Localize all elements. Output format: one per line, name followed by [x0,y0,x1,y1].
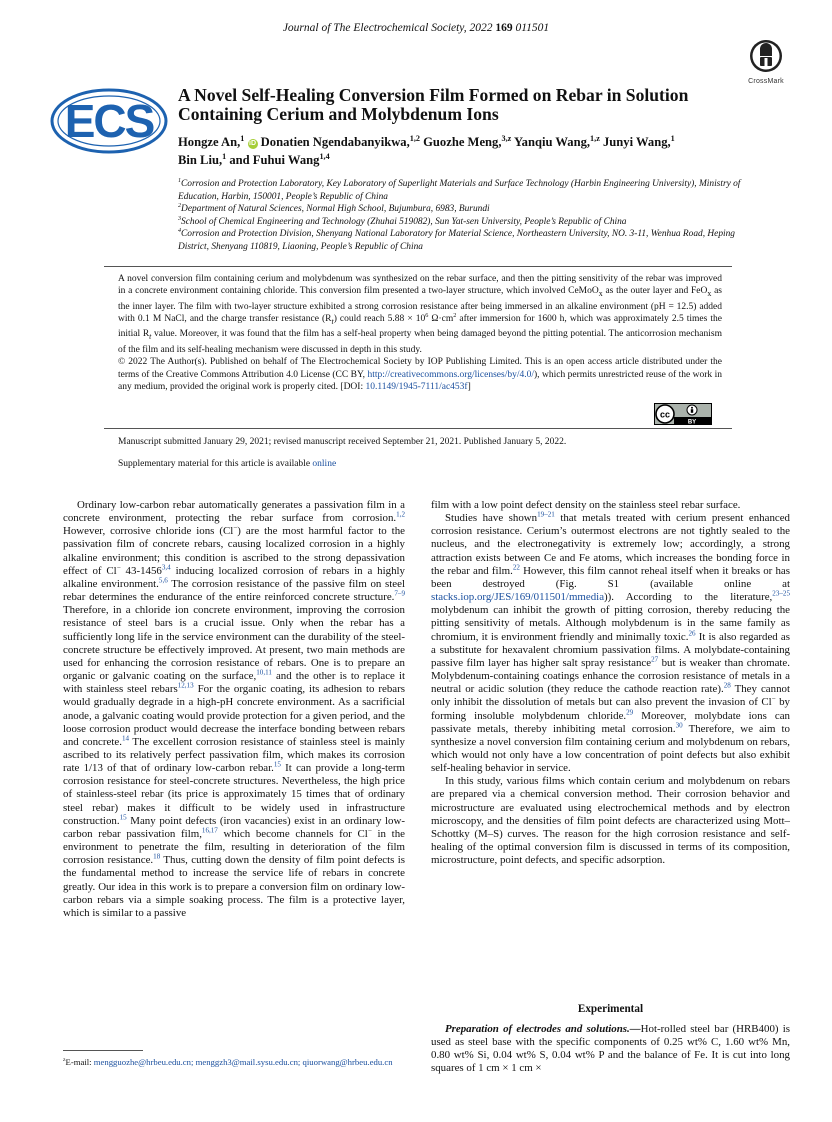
abstract [118,273,722,393]
citation-ref[interactable]: 7–9 [394,589,405,598]
supplementary-note: Supplementary material for this article is available online [118,459,337,469]
email-links[interactable]: mengguozhe@hrbeu.edu.cn; menggzh3@mail.sysu.edu.cn; qiuorwang@hrbeu.edu.cn [93,1057,393,1067]
journal-name: Journal of The Electrochemical Society [282,22,464,34]
author-affil-ref: 1 [222,151,227,161]
citation-ref[interactable]: 12,13 [177,681,194,690]
body-column-right [431,499,790,867]
citation-ref[interactable]: 15 [119,813,127,822]
orcid-icon[interactable]: iD [249,140,257,147]
citation-ref[interactable]: 26 [688,628,696,637]
citation-ref[interactable]: 23–25 [772,589,790,598]
footnote-rule [63,1050,143,1051]
copyright-notice: © 2022 The Author(s). Published on behalf of The Electrochemical Society by IOP Publishing Limited. This is an open access article distributed under the terms of the Creative Commons Attribution 4.0 License (CC BY, http://creativecommons.org/licenses/by/4.0/), which permits unrestricted reuse of the work in any medium, provided the original work is properly cited. [DOI: 10.1149/1945-7111/ac453f] [118,357,722,392]
author-affil-ref: 3,z [501,133,512,143]
affiliation-text: Corrosion and Protection Laboratory, Key Laboratory of Superlight Materials and Surface Technology (Harbin Engineering University), Ministry of Education, Harbin, 150001, People’s Republic of China [178,179,741,202]
citation-ref[interactable]: 30 [675,721,683,730]
author-affil-ref: 1,z [590,133,600,143]
journal-sep: , [463,22,470,34]
affiliation-number: 4 [178,228,182,235]
affiliations [178,178,768,254]
doi-link[interactable]: 10.1149/1945-7111/ac453f [365,381,468,392]
manuscript-dates: Manuscript submitted January 29, 2021; revised manuscript received September 21, 2021. Published January 5, 2022. [118,437,567,447]
citation-ref[interactable]: 3,4 [161,563,171,572]
supplementary-url[interactable]: stacks.iop.org/JES/169/011501/mmedia [431,591,605,604]
body-paragraph: Ordinary low-carbon rebar automatically generates a passivation film in a concrete environment, protecting the rebar surface from corrosion.$^{1,2}$ However, corrosive chloride ions (Cl−) are the most harmful factor to the passivation film of concrete rebars, causing localized corrosion in a highly alkaline environment; this condition is ascribed to the strong depassivation effect of Cl− 43-1456$^{3,4}$ inducing localized corrosion of rebars in a highly alkaline environment.$^{5,6}$ The corrosion resistance of the passive film on steel rebar determines the endurance of the entire reinforced concrete structure.$^{7-9}$ Therefore, in a chloride ion concrete environment, improving the corrosion resistance of steel bars is a crucial issue. Only when the rebar has a sufficiently long life in the service environment can the durability of the steel-concrete structure be effectively improved. At present, two main methods are used for enhancing the corrosion resistance of rebars. One is to prepare an organic or galvanic coating on the surface,$^{10,11}$ and the other is to replace it with stainless steel rebars$^{12,13}$ For the organic coating, its adhesion to rebars would gradually degrade in a high-pH concrete environment. As a sacrificial anode, a galvanic coating would provide protection for a given period, and the loose corrosion product would decrease the interface bonding between rebars and concrete.$^{14}$ The excellent corrosion resistance of stainless steel is mainly ascribed to its relatively perfect passivation film, which makes its corrosion rate 1/13 of that of ordinary low-carbon rebar.$^{15}$ It can provide a long-term corrosion resistance for steel-concrete structures. Nevertheless, the high price of stainless-steel rebar (its price is approximately 15 times that of ordinary steel rebar) makes it difficult to be widely used in infrastructure construction.$^{15}$ Many point defects (iron vacancies) exist in an ordinary low-carbon rebar passivation film,$^{16,17}$ which become channels for Cl− in the environment to penetrate the film, resulting in deterioration of the film corrosion resistance.$^{18}$ Thus, cutting down the density of film point defects is the fundamental method to increase the service life of rebars in concrete greatly. Our idea in this work is to prepare a conversion film on ordinary low-carbon rebars via a simple soaking process. The film is a protective layer, which is similar to a passive [63,499,405,919]
citation-ref[interactable]: 16,17 [201,826,218,835]
ecs-logo-text: ECS [64,95,154,147]
author[interactable]: Donatien Ngendabanyikwa, [257,135,410,149]
affiliation-number: 1 [178,177,182,184]
author-affil-ref: 1,4 [319,151,330,161]
section-heading: Experimental [577,1003,644,1015]
affiliation [178,228,768,253]
affiliation-number: 2 [178,203,182,210]
cc-by-badge[interactable] [654,403,712,430]
citation-ref[interactable]: 5,6 [158,576,168,585]
abstract-text: A novel conversion film containing cerium and molybdenum was synthesized on the rebar surface, and then the pitting sensitivity of the rebar was improved in a concrete environment containing chloride. This conversion film presented a two-layer structure, which involved CeMoO$_x$ as the outer layer and FeO$_x$ as the inner layer. The film with two-layer structure exhibited a strong corrosion resistance after being immersed in an alkaline environment (pH = 12.5) added with 0.1 M NaCl, and the charge transfer resistance $(R_t)$ could reach $5.88 \times 10^6$ $\Omega\cdot cm^2$ after immersion for 1600 h, which was approximately 2.5 times the initial $R_t$ value. Moreover, it was found that the film has a self-heal property when being damaged beyond the pitting potential. The anticorrosion mechanism of the film and its self-healing mechanism were discussed in depth in this study. [118,274,722,355]
abstract-top-rule [104,266,732,267]
citation-ref[interactable]: 18 [153,852,161,861]
experimental-paragraph: Preparation of electrodes and solutions.—Hot-rolled steel bar (HRB400) is used as steel base with the specific components of 0.25 wt% C, 1.60 wt% Mn, 0.80 wt% Si, 0.04 wt% S, 0.04 wt% P and the balance of Fe. It is cut into long squares of 1 cm × 1 cm × [431,1023,790,1075]
citation-ref[interactable]: 27 [651,655,659,664]
journal-article: 011501 [515,22,550,34]
affiliation-text: School of Chemical Engineering and Technology (Zhuhai 519082), Sun Yat-sen University, People’s Republic of China [181,216,627,227]
citation-ref[interactable]: 10,11 [256,668,272,677]
body-column-left [63,499,405,920]
ecs-logo [50,88,168,159]
supplementary-link[interactable]: online [312,459,337,469]
author[interactable]: and Fuhui Wang [226,153,320,167]
affiliation-text: Corrosion and Protection Division, Shenyang National Laboratory for Material Science, Northeastern University, NO. 3-11, Wenhua Road, Heping District, Shenyang 110819, Liaoning, People’s Republic of China [178,229,735,252]
citation-ref[interactable]: 28 [723,681,731,690]
article-title: A Novel Self-Healing Conversion Film Formed on Rebar in Solution Containing Cerium and Molybdenum Ions [178,85,689,124]
by-label: BY [687,419,697,425]
author-affil-ref: 1,2 [409,133,420,143]
author-affil-ref: 1 [240,133,245,143]
citation-ref[interactable]: 1,2 [396,510,405,519]
author-affil-ref: 1 [670,133,675,143]
author[interactable]: Bin Liu, [178,153,223,167]
author-list [178,133,768,169]
body-paragraph: film with a low point defect density on the stainless steel rebar surface. [431,499,741,511]
author[interactable]: Junyi Wang, [599,135,671,149]
citation-ref[interactable]: 19–21 [537,510,555,519]
crossmark-icon [749,39,783,73]
author[interactable]: Hongze An, [178,135,241,149]
affiliation-text: Department of Natural Sciences, Normal High School, Bujumbura, 6983, Burundi [181,204,490,215]
citation-ref[interactable]: 29 [626,707,634,716]
license-link[interactable]: http://creativecommons.org/licenses/by/4.0/ [367,369,535,380]
journal-volume: 169 [495,22,513,34]
citation-ref[interactable]: 14 [121,734,130,743]
crossmark-label: CrossMark [748,78,784,85]
citation-ref[interactable]: 22 [512,563,520,572]
journal-year: 2022 [469,22,493,34]
affiliation [178,216,768,229]
body-paragraph: Studies have shown$^{19-21}$ that metals treated with cerium present enhanced corrosion resistance. Cerium’s outermost electrons are not tightly sealed to the nucleus, and the electronegativity is extremely low; accordingly, a strong attraction exists between Ce and Fe atoms, which increases the bonding force in the rebar and film.$^{22}$ However, this film cannot reheal itself when it breaks or has been destroyed (Fig. S1 (available online at stacks.iop.org/JES/169/011501/mmedia)). According to the literature,$^{23-25}$ molybdenum can inhibit the growth of pitting corrosion, thereby reducing the pitting sensitivity of metals. Although molybdenum is in the same family as chromium, it is environment friendly and minimally toxic.$^{26}$ It is also regarded as a substitute for hexavalent chromium passivation films. A molybdate-containing passive film layer has higher salt spray resistance$^{27}$ but is weaker than chromate. Molybdenum-containing coatings enhance the corrosion resistance of metals in a neutral or acidic solution (they reduce the cathode reaction rate).$^{28}$ They cannot only inhibit the dissolution of metals but can also prevent the invasion of Cl− by forming insoluble molybdenum chloride.$^{29}$ Moreover, molybdate ions can passivate metals, thereby inhibiting metal corrosion.$^{30}$ Therefore, we aim to synthesize a novel conversion film containing cerium and molybdenum on rebars, which would not only have a low concentration of point defects but also exhibit self-healing behavior in service. [431,510,791,775]
journal-header [0,22,832,34]
author[interactable]: Yanqiu Wang, [511,135,591,149]
author[interactable]: Guozhe Meng, [419,135,502,149]
affiliation-number: 3 [178,215,182,222]
footnote: $^z$E-mail: mengguozhe@hrbeu.edu.cn; menggzh3@mail.sysu.edu.cn; qiuorwang@hrbeu.edu.cn [63,1057,393,1067]
subsection-heading: Preparation of electrodes and solutions.— [445,1023,641,1035]
body-paragraph: In this study, various films which contain cerium and molybdenum on rebars are prepared via a chemical conversion method. Their corrosion behavior and microstructure are evaluated using electrochemical methods and by electron microscopy, and the densities of film point defects are characterized using Mott–Schottky (M–S) curves. The reason for the high corrosion resistance and self-healing of the optimal conversion film is discussed in terms of its composition, microstructure, point defects, and specific adsorption. [431,775,790,867]
cc-label: cc [659,409,671,420]
citation-ref[interactable]: 15 [273,760,281,769]
crossmark-badge[interactable] [743,39,789,85]
abstract-bottom-rule [104,428,732,429]
affiliation [178,178,768,203]
affiliation [178,203,768,216]
cc-by-icon [654,403,712,425]
